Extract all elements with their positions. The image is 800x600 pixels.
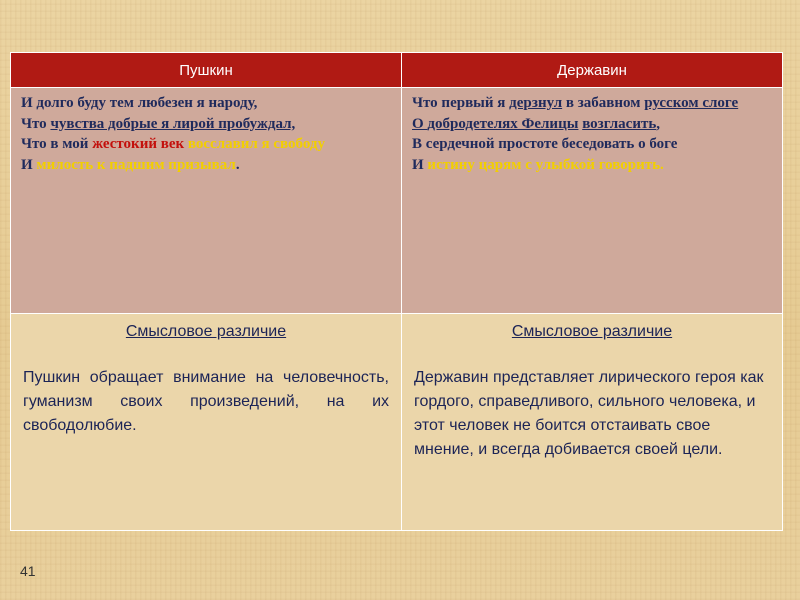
quote-text: Что первый я: [412, 95, 510, 111]
derzhavin-quote-line-1: [412, 93, 772, 114]
quote-underlined-text: дерзнул: [509, 95, 563, 111]
pushkin-difference-heading: Смысловое различие: [125, 323, 287, 340]
table-header-row: [11, 53, 783, 88]
derzhavin-description-cell: [402, 314, 783, 531]
quote-yellow-text: истину царям с улыбкой говорить.: [427, 156, 664, 173]
quote-yellow-text: милость к падшим призывал: [36, 156, 236, 173]
description-row: [11, 314, 783, 531]
pushkin-quote-cell: [11, 88, 402, 314]
quote-underlined-text: русском слоге: [644, 95, 739, 111]
quote-text: Что в мой: [21, 136, 93, 152]
quote-text: .: [235, 156, 240, 173]
quote-text: ,: [656, 115, 661, 132]
quote-text: В сердечной простоте беседовать о боге: [412, 136, 678, 152]
derzhavin-quote-line-2: [412, 114, 772, 135]
derzhavin-difference-heading: Смысловое различие: [511, 323, 673, 340]
derzhavin-quote-cell: [402, 88, 783, 314]
quote-yellow-text: восславил я свободу: [187, 136, 326, 152]
quote-text: Что: [21, 115, 51, 132]
quote-red-text: жестокий век: [92, 136, 185, 152]
quote-underlined-text: возгласить: [582, 115, 657, 132]
quote-underlined-text: добродетелях Фелицы: [427, 115, 579, 132]
quote-text: И долго буду тем любезен я народу,: [21, 95, 258, 111]
quote-underlined-text: чувства добрые я лирой пробуждал,: [50, 115, 296, 132]
pushkin-difference-text: Пушкин обращает внимание на человечность, гуманизм своих произведений, на их свободолюбие.: [23, 369, 389, 434]
header-pushkin: Пушкин: [11, 53, 402, 88]
quote-text: в забавном: [562, 95, 645, 111]
quote-text: И: [412, 156, 428, 173]
pushkin-quote-line-4: [21, 155, 391, 176]
derzhavin-quote-line-3: [412, 134, 772, 155]
header-derzhavin: Державин: [402, 53, 783, 88]
derzhavin-quote-line-4: [412, 155, 772, 176]
derzhavin-difference-text: Державин представляет лирического героя как гордого, справедливого, сильного человека, и этот человек не боится отстаивать свое мнение, и всегда добивается своей цели.: [414, 369, 764, 458]
pushkin-quote-line-1: [21, 93, 391, 114]
comparison-table: [10, 52, 783, 531]
quote-text: И: [21, 156, 37, 173]
pushkin-quote-line-3: [21, 134, 391, 155]
quote-row: [11, 88, 783, 314]
slide-number: 41: [20, 563, 36, 579]
pushkin-description-cell: [11, 314, 402, 531]
quote-underlined-text: О: [412, 115, 428, 132]
